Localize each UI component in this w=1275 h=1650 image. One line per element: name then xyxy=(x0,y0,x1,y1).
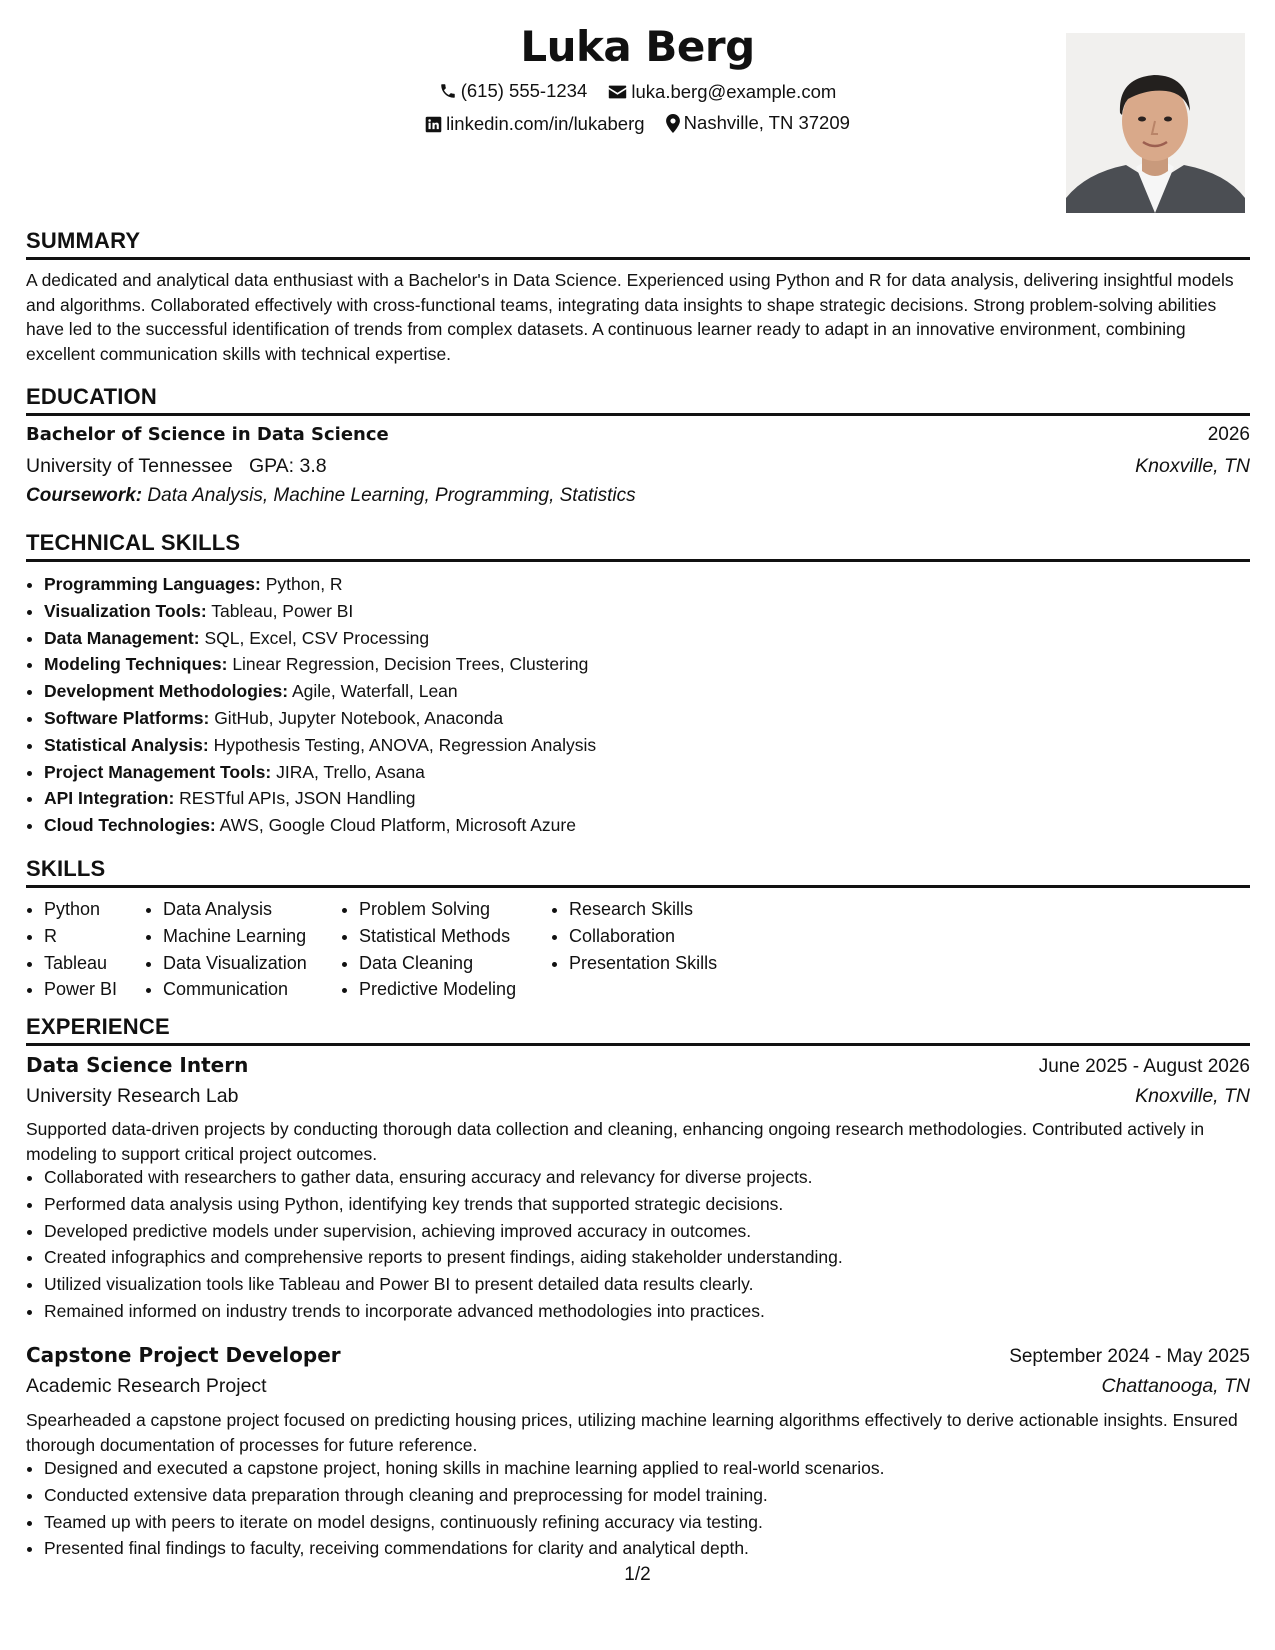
list-item: • Python xyxy=(44,896,145,923)
list-item: • Created infographics and comprehensive reports to present findings, aiding stakeholder understanding. xyxy=(44,1244,1268,1271)
list-item: • Machine Learning xyxy=(163,923,341,950)
skill-category-label: Visualization Tools: xyxy=(44,600,207,621)
job-2-title-row xyxy=(26,1343,1250,1368)
skill-category-value: JIRA, Trello, Asana xyxy=(276,761,425,782)
job-summary: Supported data-driven projects by conducting thorough data collection and cleaning, enhancing ongoing research methodologies. Contributed actively in modeling to support critical project outcomes. xyxy=(26,1119,1205,1164)
profile-photo xyxy=(1066,33,1245,213)
skills-column-4 xyxy=(551,896,717,1003)
list-item: • Presented final findings to faculty, receiving commendations for clarity and analytical depth. xyxy=(44,1535,1268,1562)
skill-category-value: Hypothesis Testing, ANOVA, Regression Analysis xyxy=(213,734,597,755)
summary-heading: SUMMARY xyxy=(26,228,1250,260)
skills-column-1 xyxy=(26,896,145,1003)
list-item xyxy=(44,759,1268,786)
skill-category-label: Development Methodologies: xyxy=(44,681,289,702)
phone-item xyxy=(439,80,588,102)
list-item: • Statistical Methods xyxy=(359,923,551,950)
job-1-org-row xyxy=(26,1085,1250,1108)
skill-category-value: AWS, Google Cloud Platform, Microsoft Azure xyxy=(219,815,576,836)
coursework-line xyxy=(26,485,636,507)
skill-category-value: Agile, Waterfall, Lean xyxy=(291,681,458,702)
skills-column-3 xyxy=(341,896,551,1003)
phone-icon xyxy=(439,82,457,100)
job-title: Data Science Intern xyxy=(26,1053,249,1077)
list-item: • Remained informed on industry trends to incorporate advanced methodologies into practices. xyxy=(44,1298,1268,1325)
job-location: Knoxville, TN xyxy=(1135,1085,1250,1107)
phone-text: (615) 555-1234 xyxy=(460,80,588,101)
skill-category-value: Linear Regression, Decision Trees, Clustering xyxy=(232,654,589,675)
skill-category-label: API Integration: xyxy=(44,788,175,809)
skill-category-label: Software Platforms: xyxy=(44,707,210,728)
list-item: • Problem Solving xyxy=(359,896,551,923)
job-location: Chattanooga, TN xyxy=(1101,1375,1250,1397)
email-text: luka.berg@example.com xyxy=(631,81,837,102)
linkedin-icon xyxy=(425,116,442,133)
skill-category-label: Data Management: xyxy=(44,627,200,648)
experience-heading: EXPERIENCE xyxy=(26,1014,1250,1046)
job-1-bullets xyxy=(26,1164,1268,1325)
school-location: Knoxville, TN xyxy=(1135,455,1250,477)
job-summary: Spearheaded a capstone project focused on predicting housing prices, utilizing machine learning algorithms effectively to derive actionable insights. Ensured thorough documentation of processes for future reference. xyxy=(26,1410,1238,1455)
list-item: • Predictive Modeling xyxy=(359,976,551,1003)
list-item xyxy=(44,678,1268,705)
list-item: • Power BI xyxy=(44,976,145,1003)
list-item: • Data Analysis xyxy=(163,896,341,923)
list-item: • Presentation Skills xyxy=(569,950,717,977)
list-item: • Data Cleaning xyxy=(359,950,551,977)
job-dates: September 2024 - May 2025 xyxy=(1009,1346,1250,1367)
graduation-year: 2026 xyxy=(1207,424,1250,445)
list-item: • Communication xyxy=(163,976,341,1003)
school-line xyxy=(26,455,327,478)
list-item: • Teamed up with peers to iterate on model designs, continuously refining accuracy via testing. xyxy=(44,1509,1268,1536)
skills-grid xyxy=(26,896,717,1003)
job-1-title-row xyxy=(26,1053,1250,1078)
list-item xyxy=(44,625,1268,652)
job-dates: June 2025 - August 2026 xyxy=(1038,1056,1250,1077)
coursework-label: Coursework: xyxy=(26,485,143,506)
envelope-icon xyxy=(608,84,627,100)
skill-category-label: Modeling Techniques: xyxy=(44,654,228,675)
skills-column-2 xyxy=(145,896,341,1003)
portrait-illustration xyxy=(1066,33,1245,213)
location-item xyxy=(666,112,850,134)
list-item xyxy=(44,571,1268,598)
list-item: • Data Visualization xyxy=(163,950,341,977)
skill-category-value: Python, R xyxy=(265,574,343,594)
list-item: • Research Skills xyxy=(569,896,717,923)
skill-category-value: SQL, Excel, CSV Processing xyxy=(204,627,430,648)
degree-name: Bachelor of Science in Data Science xyxy=(26,424,389,445)
linkedin-text: linkedin.com/in/lukaberg xyxy=(446,113,645,134)
job-title: Capstone Project Developer xyxy=(26,1343,341,1367)
list-item xyxy=(44,705,1268,732)
list-item xyxy=(44,732,1268,759)
email-item[interactable] xyxy=(608,81,836,103)
education-degree-row xyxy=(26,424,1250,446)
list-item: • Collaborated with researchers to gather data, ensuring accuracy and relevancy for diverse projects. xyxy=(44,1164,1268,1191)
job-2-bullets xyxy=(26,1455,1268,1562)
list-item: • Developed predictive models under supervision, achieving improved accuracy in outcomes. xyxy=(44,1218,1268,1245)
gpa-text: GPA: 3.8 xyxy=(248,455,327,477)
coursework-list: Data Analysis, Machine Learning, Programming, Statistics xyxy=(147,485,636,506)
list-item xyxy=(44,598,1268,625)
education-heading: EDUCATION xyxy=(26,384,1250,416)
coursework-row xyxy=(26,485,1250,507)
list-item: • Collaboration xyxy=(569,923,717,950)
job-2-org-row xyxy=(26,1375,1250,1398)
technical-skills-heading: TECHNICAL SKILLS xyxy=(26,530,1250,562)
list-item: • Designed and executed a capstone project, honing skills in machine learning applied to real-world scenarios. xyxy=(44,1455,1268,1482)
page-number: 1/2 xyxy=(624,1564,651,1585)
technical-skills-list xyxy=(26,571,1268,839)
candidate-name: Luka Berg xyxy=(520,22,755,71)
skill-category-value: GitHub, Jupyter Notebook, Anaconda xyxy=(214,707,504,728)
list-item: • Tableau xyxy=(44,950,145,977)
skills-heading: SKILLS xyxy=(26,856,1250,888)
summary-text: A dedicated and analytical data enthusiast with a Bachelor's in Data Science. Experienced using Python and R for data analysis, delivering insightful models and algorithms. Collaborated effectively with cross-functional teams, integrating data insights to shape strategic decisions. Strong problem-solving abilities have led to the successful identification of trends from complex datasets. A continuous learner ready to adapt in an innovative environment, combining excellent communication skills with technical expertise. xyxy=(26,270,1234,364)
list-item xyxy=(44,785,1268,812)
list-item: • Performed data analysis using Python, identifying key trends that supported strategic decisions. xyxy=(44,1191,1268,1218)
list-item: • R xyxy=(44,923,145,950)
location-text: Nashville, TN 37209 xyxy=(683,112,850,133)
linkedin-item[interactable] xyxy=(425,113,644,135)
skill-category-value: Tableau, Power BI xyxy=(211,600,354,621)
skill-category-label: Statistical Analysis: xyxy=(44,734,209,755)
list-item xyxy=(44,651,1268,678)
skill-category-label: Programming Languages: xyxy=(44,574,261,594)
skill-category-label: Cloud Technologies: xyxy=(44,815,216,836)
list-item: • Conducted extensive data preparation through cleaning and preprocessing for model training. xyxy=(44,1482,1268,1509)
map-pin-icon xyxy=(666,114,680,133)
job-organization: Academic Research Project xyxy=(26,1375,267,1397)
skill-category-label: Project Management Tools: xyxy=(44,761,272,782)
job-organization: University Research Lab xyxy=(26,1085,239,1107)
education-school-row xyxy=(26,455,1250,478)
skill-category-value: RESTful APIs, JSON Handling xyxy=(179,788,416,809)
list-item: • Utilized visualization tools like Tableau and Power BI to present detailed data results clearly. xyxy=(44,1271,1268,1298)
list-item xyxy=(44,812,1268,839)
school-name: University of Tennessee xyxy=(26,455,233,477)
